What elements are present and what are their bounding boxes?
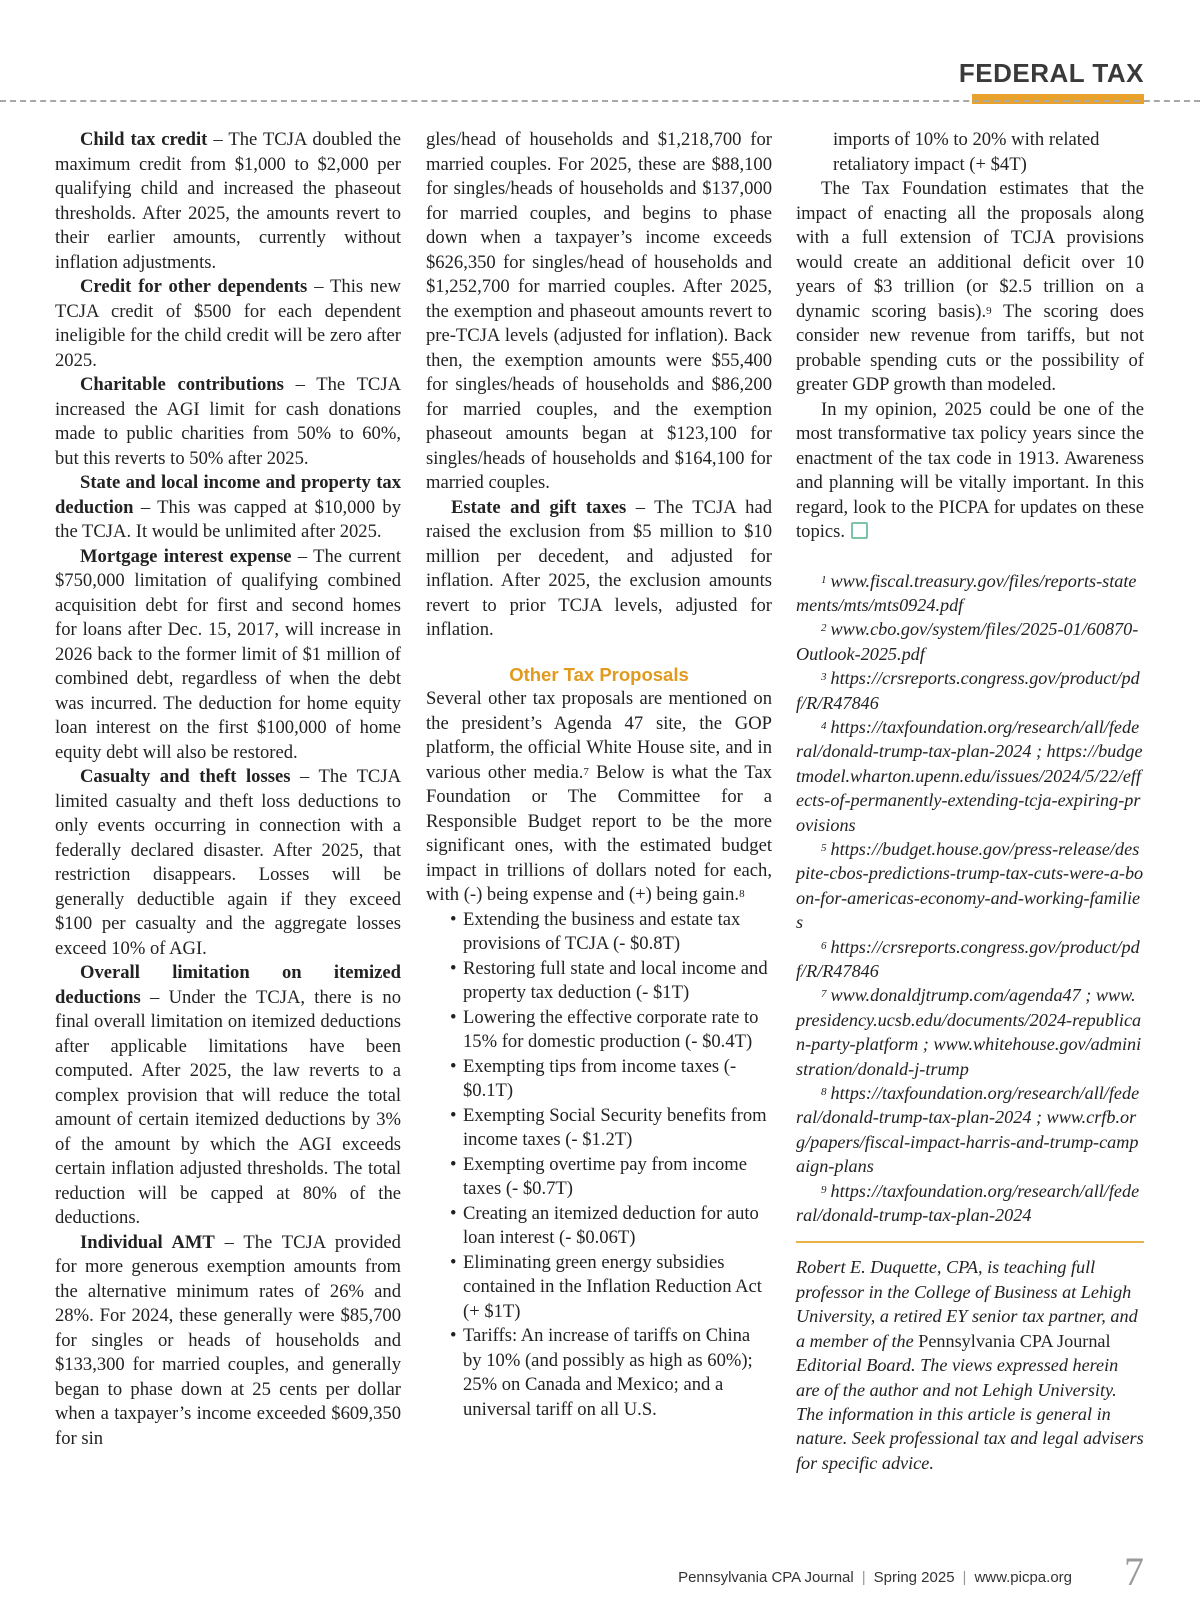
paragraph-estate-gift: [426, 496, 772, 643]
footer-issue: Spring 2025: [873, 1569, 955, 1586]
list-item: • Restoring full state and local income and property tax deduction (- $1T): [450, 957, 772, 1006]
footnote-number: 5: [821, 841, 827, 854]
paragraph-other-dependents: [55, 275, 401, 373]
column-2: [426, 128, 772, 1422]
footnote-number: 3: [821, 671, 827, 684]
footnote: [796, 666, 1144, 715]
bio-text: Editorial Board. The views expressed herein are of the author and not Lehigh University. The information in this article is general in nature. Seek professional tax and legal advisers for specific advice.: [796, 1355, 1144, 1473]
paragraph-text: – The current $750,000 limitation of qualifying combined acquisition debt for first and second homes for loans after Dec. 15, 2017, will increase in 2026 back to the former limit of $1 million of combined debt, regardless of when the debt was incurred. The deduction for home equity loan interest on the first $100,000 of home equity debt will also be restored.: [55, 545, 401, 763]
run-in-heading: Mortgage interest expense: [80, 545, 292, 567]
column-1: [55, 128, 401, 1451]
paragraph-text: Below is what the Tax Foundation or The Committee for a Responsible Budget report to be the more significant ones, with the estimated budget impact in trillions of dollars noted for each, with (-) being expense and (+) being gain.: [426, 761, 772, 905]
footnote-number: 4: [821, 719, 827, 732]
page-number: 7: [1124, 1549, 1144, 1594]
footnote-number: 7: [821, 988, 827, 1001]
list-item: • Exempting Social Security benefits from income taxes (- $1.2T): [450, 1104, 772, 1153]
paragraph-amt-continued: gles/head of households and $1,218,700 for married couples. For 2025, these are $88,100 for singles/heads of households and $137,000 for married couples, and begins to phase down when a taxpayer’s income exceeds $626,350 for singles/head of households and $1,252,700 for married couples. After 2025, the exemption and phaseout amounts revert to pre-TCJA levels (adjusted for inflation). Back then, the exemption amounts were $55,400 for singles/heads of households and $86,200 for married couples, and the exemption phaseout amounts began at $123,100 for singles/heads of households and $164,100 for married couples.: [426, 129, 772, 493]
paragraph-text: – The TCJA increased the AGI limit for cash donations made to public charities from 50% to 60%, but this reverts to 50% after 2025.: [55, 374, 401, 469]
footer-separator: |: [861, 1569, 866, 1586]
bio-divider: [796, 1241, 1144, 1243]
list-item: • Tariffs: An increase of tariffs on China by 10% (and possibly as high as 60%); 25% on Canada and Mexico; and a universal tariff on all U.S.: [450, 1324, 772, 1422]
section-tag: FEDERAL TAX: [958, 58, 1144, 88]
paragraph-proposals-intro: [426, 687, 772, 908]
header-dashed-divider: [0, 100, 1200, 102]
footnote-number: 6: [821, 939, 827, 952]
paragraph-text: – The TCJA had raised the exclusion from $5 million to $10 million per decedent, and adjusted for inflation. After 2025, the exclusion amounts revert to prior TCJA levels, adjusted for inflation.: [426, 496, 773, 640]
list-item: • Exempting tips from income taxes (- $0.1T): [450, 1055, 772, 1104]
paragraph-salt: [55, 471, 401, 545]
paragraph-child-tax-credit: [55, 128, 401, 275]
proposal-list: [426, 908, 772, 1423]
subheading-other-proposals: Other Tax Proposals: [509, 663, 689, 685]
paragraph-text: – This was capped at $10,000 by the TCJA. It would be unlimited after 2025.: [55, 496, 401, 542]
paragraph-text: The scoring does consider new revenue from tariffs, but not probable spending cuts or the possibility of greater GDP growth than modeled.: [796, 300, 1144, 395]
paragraph-text: – This new TCJA credit of $500 for each dependent ineligible for the child credit will be zero after 2025.: [55, 276, 401, 371]
list-item-continued: imports of 10% to 20% with related retaliatory impact (+ $4T): [833, 129, 1100, 175]
section-tag-bar: [972, 94, 1144, 104]
column-3: [796, 128, 1144, 1475]
footnote-number: 8: [821, 1086, 827, 1099]
footer-separator: |: [962, 1569, 967, 1586]
paragraph-text: – Under the TCJA, there is no final overall limitation on itemized deductions after applicable limitations have been computed. After 2025, the law reverts to a complex provision that will reduce the total amount of certain itemized deductions by 3% of the amount by which the AGI exceeds certain inflation adjusted thresholds. The total reduction will be capped at 80% of the deductions.: [55, 986, 401, 1228]
list-item: • Creating an itemized deduction for auto loan interest (- $0.06T): [450, 1202, 772, 1251]
paragraph-charitable: [55, 373, 401, 471]
paragraph-text: In my opinion, 2025 could be one of the most transformative tax policy years since the enactment of the tax code in 1913. Awareness and planning will be vitally important. In this regard, look to the PICPA for updates on these topics.: [796, 398, 1144, 542]
footnote: [796, 1081, 1144, 1179]
footnote: [796, 715, 1144, 837]
footnote-link[interactable]: https://taxfoundation.org/research/all/federal/donald-trump-tax-plan-2024 ; www.crfb.org/papers/fiscal-impact-harris-and-trump-campaign-plans: [796, 1083, 1140, 1177]
footnote: [796, 617, 1144, 666]
run-in-heading: Overall limitation on itemized deductions: [55, 962, 401, 1008]
run-in-heading: State and local income and property tax deduction: [55, 472, 401, 518]
paragraph-itemized-limit: [55, 961, 401, 1231]
paragraph-text: Several other tax proposals are mentioned on the president’s Agenda 47 site, the GOP platform, the official White House site, and in various other media.: [426, 688, 772, 783]
footnote-link[interactable]: https://taxfoundation.org/research/all/federal/donald-trump-tax-plan-2024 ; https://budgetmodel.wharton.upenn.edu/issues/2024/5/22/effects-of-permanently-extending-tcja-expiring-provisions: [796, 716, 1143, 835]
author-bio: [796, 1255, 1144, 1475]
bio-text: Robert E. Duquette, CPA, is teaching full professor in the College of Business at Lehigh University, a retired EY senior tax partner, and a member of the: [796, 1257, 1138, 1351]
footnote-link[interactable]: https://crsreports.congress.gov/product/pdf/R/R47846: [796, 668, 1140, 713]
footnote-number: 9: [821, 1183, 827, 1196]
footnote-number: 1: [821, 573, 827, 586]
run-in-heading: Child tax credit: [80, 129, 208, 150]
run-in-heading: Credit for other dependents: [80, 276, 308, 297]
paragraph-text: – The TCJA provided for more generous exemption amounts from the alternative minimum rates of 26% and 28%. For 2024, these generally were $85,700 for singles or heads of households and $133,300 for married couples, and generally began to phase down at 25 cents per dollar when a taxpayer’s income exceeded $609,350 for sin: [55, 1231, 401, 1449]
footnote-link[interactable]: https://crsreports.congress.gov/product/pdf/R/R47846: [796, 936, 1140, 981]
footnote-ref[interactable]: 9: [986, 304, 992, 317]
paragraph-amt: [55, 1231, 401, 1452]
footnote-link[interactable]: https://budget.house.gov/press-release/despite-cbos-predictions-trump-tax-cuts-were-a-boon-for-americas-economy-and-working-families: [796, 838, 1144, 933]
footnote-link[interactable]: www.fiscal.treasury.gov/files/reports-statements/mts/mts0924.pdf: [796, 570, 1137, 615]
paragraph-text: – The TCJA doubled the maximum credit from $1,000 to $2,000 per qualifying child and increased the phaseout thresholds. After 2025, the amounts revert to their earlier amounts, currently without inflation adjustments.: [55, 129, 401, 273]
footnote: [796, 983, 1144, 1081]
paragraph-text: The Tax Foundation estimates that the impact of enacting all the proposals along with a full extension of TCJA provisions would create an additional deficit over 10 years of $3 trillion (or $2.5 trillion on a dynamic scoring basis).: [796, 178, 1144, 322]
run-in-heading: Individual AMT: [80, 1231, 215, 1253]
paragraph-text: – The TCJA limited casualty and theft loss deductions to only events occurring in connection with a federally declared disaster. After 2025, that restriction disappears. Losses will be generally deductible again if they exceed $100 per casualty and the aggregate losses exceed 10% of AGI.: [55, 766, 401, 959]
footnote-ref[interactable]: 8: [739, 888, 745, 900]
list-item: • Eliminating green energy subsidies contained in the Inflation Reduction Act (+ $1T): [450, 1251, 772, 1325]
page-footer: [678, 1569, 1072, 1586]
run-in-heading: Charitable contributions: [80, 374, 284, 395]
list-item: • Lowering the effective corporate rate to 15% for domestic production (- $0.4T): [450, 1006, 772, 1055]
footnote-link[interactable]: https://taxfoundation.org/research/all/federal/donald-trump-tax-plan-2024: [796, 1180, 1140, 1226]
footer-site-link[interactable]: www.picpa.org: [974, 1569, 1072, 1586]
run-in-heading: Casualty and theft losses: [80, 766, 291, 787]
footnote: [796, 1179, 1144, 1228]
paragraph-opinion: [796, 398, 1144, 545]
footnote: [796, 935, 1144, 984]
paragraph-tax-foundation: [796, 177, 1144, 398]
list-item: • Exempting overtime pay from income taxes (- $0.7T): [450, 1153, 772, 1202]
footnote-link[interactable]: www.donaldjtrump.com/agenda47 ; www.presidency.ucsb.edu/documents/2024-republican-party-platform ; www.whitehouse.gov/administration/donald-j-trump: [796, 985, 1142, 1079]
footnote-ref[interactable]: 7: [583, 765, 589, 778]
footnote: [796, 837, 1144, 935]
run-in-heading: Estate and gift taxes: [451, 496, 627, 518]
journal-name: Pennsylvania CPA Journal: [918, 1330, 1111, 1351]
footer-journal: Pennsylvania CPA Journal: [678, 1569, 854, 1586]
footnote: [796, 569, 1144, 618]
footnotes: [796, 569, 1144, 1228]
paragraph-mortgage: [55, 545, 401, 766]
end-of-article-icon: [851, 522, 868, 539]
list-item: • Extending the business and estate tax provisions of TCJA (- $0.8T): [450, 908, 772, 957]
footnote-number: 2: [821, 622, 827, 635]
footnote-link[interactable]: www.cbo.gov/system/files/2025-01/60870-Outlook-2025.pdf: [796, 619, 1139, 664]
paragraph-casualty: [55, 765, 401, 961]
